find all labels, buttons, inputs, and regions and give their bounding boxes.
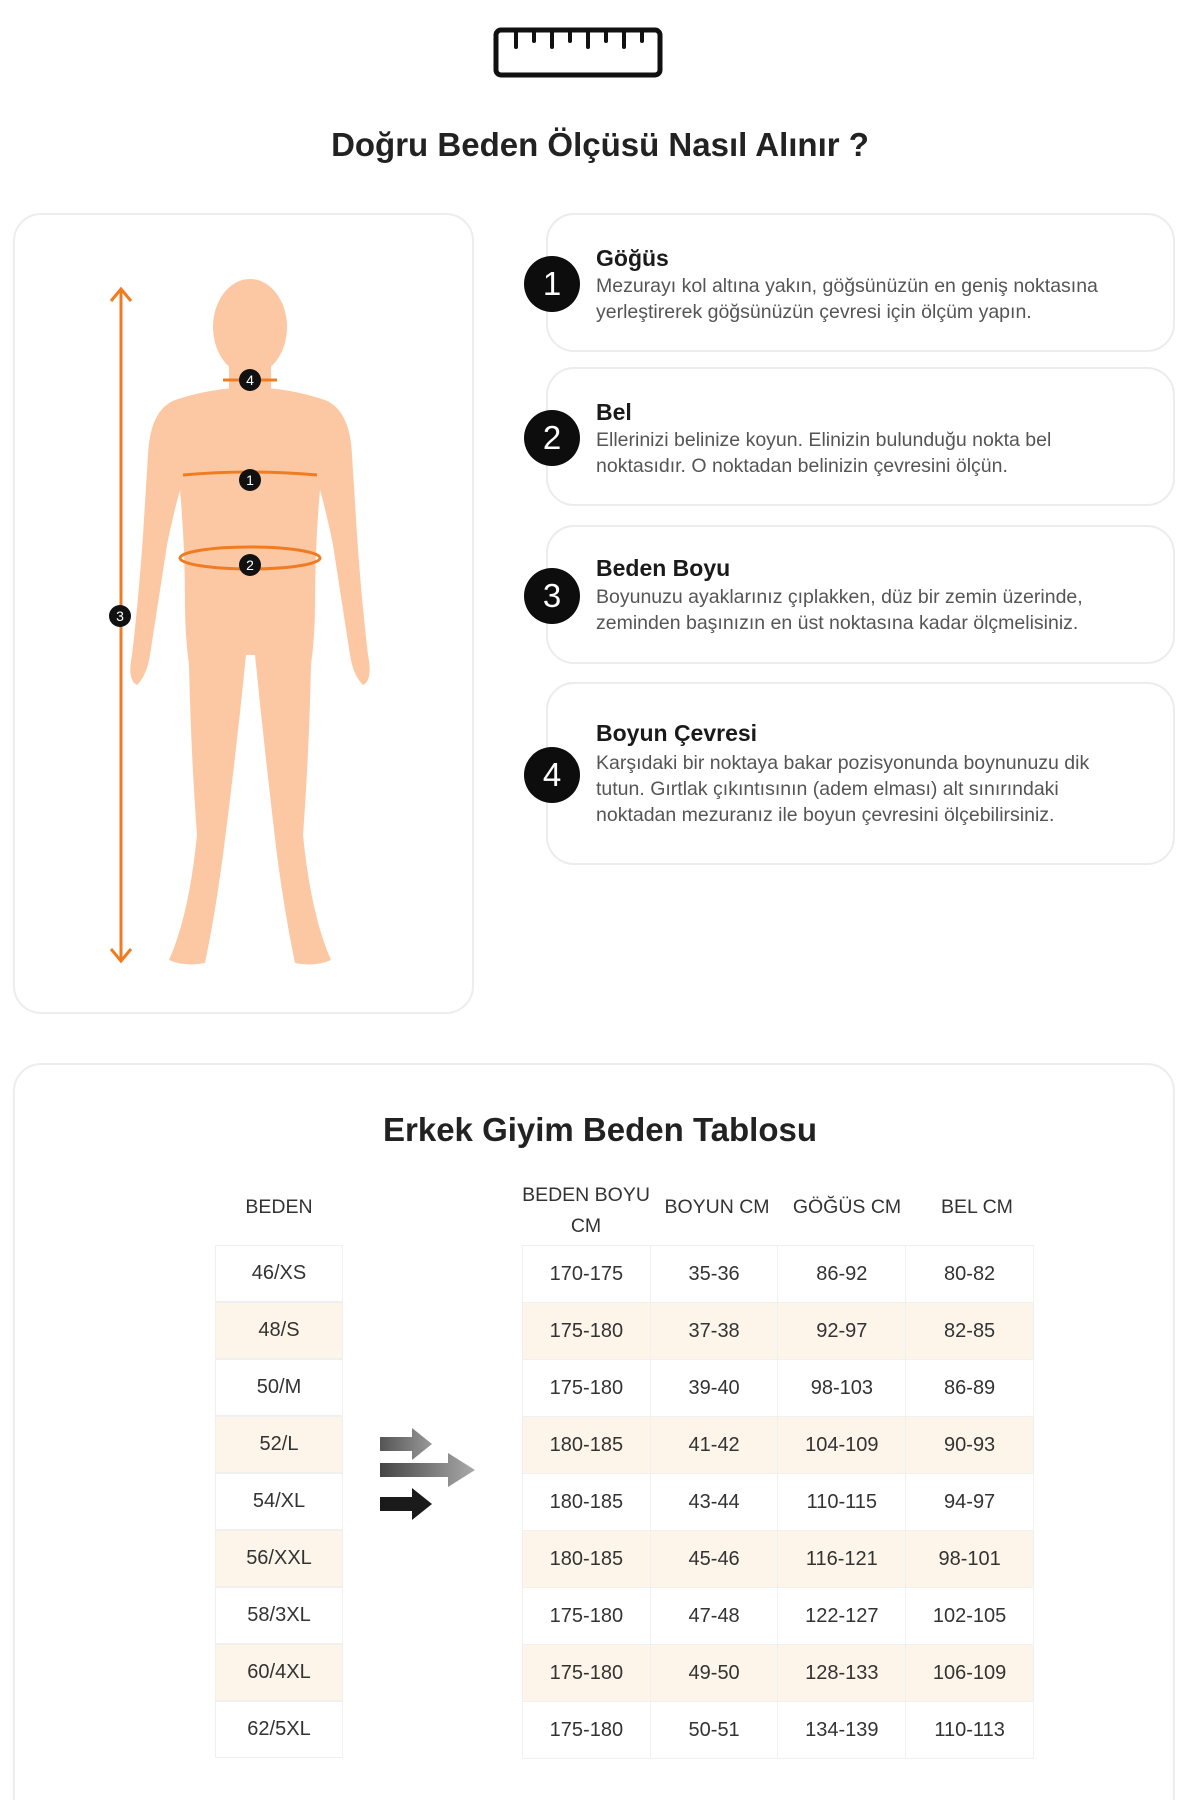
table-row — [523, 1531, 1034, 1588]
size-column — [215, 1245, 343, 1758]
height-cell: 175-180 — [523, 1645, 651, 1702]
waist-cell: 98-101 — [906, 1531, 1034, 1588]
table-row — [523, 1417, 1034, 1474]
neck-cell: 37-38 — [650, 1303, 778, 1360]
marker-height — [109, 605, 131, 627]
size-cell: 56/XXL — [215, 1530, 343, 1587]
step-description: Boyunuzu ayaklarınız çıplakken, düz bir zemin üzerinde, zeminden başınızın en üst noktasına kadar ölçmelisiniz. — [596, 586, 1083, 634]
height-cell: 170-175 — [523, 1246, 651, 1303]
svg-text:3: 3 — [116, 608, 124, 624]
height-cell: 180-185 — [523, 1531, 651, 1588]
svg-text:2: 2 — [246, 557, 254, 573]
step-card-chest — [542, 213, 1175, 352]
table-row — [523, 1645, 1034, 1702]
step-card-neck — [542, 682, 1175, 865]
body-figure-card — [13, 213, 474, 1014]
step-title: Bel — [596, 399, 632, 425]
chest-cell: 98-103 — [778, 1360, 906, 1417]
neck-cell: 39-40 — [650, 1360, 778, 1417]
size-table-title: Erkek Giyim Beden Tablosu — [382, 1111, 818, 1148]
waist-cell: 90-93 — [906, 1417, 1034, 1474]
neck-cell: 41-42 — [650, 1417, 778, 1474]
header-chest: GÖĞÜS CM — [792, 1196, 902, 1218]
svg-text:1: 1 — [246, 472, 254, 488]
step-card-height — [542, 525, 1175, 664]
waist-cell: 94-97 — [906, 1474, 1034, 1531]
step-card-waist — [542, 367, 1175, 506]
size-cell: 60/4XL — [215, 1644, 343, 1701]
height-cell: 180-185 — [523, 1474, 651, 1531]
marker-waist — [239, 554, 261, 576]
height-cell: 175-180 — [523, 1702, 651, 1759]
chest-cell: 110-115 — [778, 1474, 906, 1531]
waist-cell: 82-85 — [906, 1303, 1034, 1360]
step-description: Karşıdaki bir noktaya bakar pozisyonunda boynunuzu dik tutun. Gırtlak çıkıntısının (adem elması) alt sınırındaki noktadan mezuranız ile boyun çevresini ölçebilirsiniz. — [596, 752, 1090, 826]
chest-cell: 116-121 — [778, 1531, 906, 1588]
chest-cell: 128-133 — [778, 1645, 906, 1702]
neck-cell: 45-46 — [650, 1531, 778, 1588]
step-number-badge: 2 — [524, 410, 580, 466]
step-description: Ellerinizi belinize koyun. Elinizin bulunduğu nokta bel noktasıdır. O noktadan belinizin çevresini ölçün. — [596, 429, 1052, 477]
size-cell: 58/3XL — [215, 1587, 343, 1644]
step-description: Mezurayı kol altına yakın, göğsünüzün en geniş noktasına yerleştirerek göğsünüzün çevresi için ölçüm yapın. — [596, 275, 1098, 323]
height-cell: 175-180 — [523, 1303, 651, 1360]
svg-text:4: 4 — [246, 372, 254, 388]
table-row — [523, 1360, 1034, 1417]
neck-cell: 50-51 — [650, 1702, 778, 1759]
size-cell: 48/S — [215, 1302, 343, 1359]
chest-cell: 92-97 — [778, 1303, 906, 1360]
size-cell: 52/L — [215, 1416, 343, 1473]
arrows-icon — [380, 1428, 480, 1528]
step-title: Göğüs — [596, 245, 669, 271]
waist-cell: 102-105 — [906, 1588, 1034, 1645]
page-title: Doğru Beden Ölçüsü Nasıl Alınır ? — [331, 126, 869, 163]
size-data-table — [522, 1245, 1034, 1759]
waist-cell: 80-82 — [906, 1246, 1034, 1303]
chest-cell: 134-139 — [778, 1702, 906, 1759]
neck-cell: 47-48 — [650, 1588, 778, 1645]
table-row — [523, 1246, 1034, 1303]
ruler-icon — [493, 27, 663, 78]
step-number-badge: 3 — [524, 568, 580, 624]
waist-cell: 110-113 — [906, 1702, 1034, 1759]
step-number-badge: 4 — [524, 747, 580, 803]
chest-cell: 104-109 — [778, 1417, 906, 1474]
header-neck: BOYUN CM — [664, 1196, 770, 1218]
size-cell: 54/XL — [215, 1473, 343, 1530]
size-cell: 62/5XL — [215, 1701, 343, 1758]
waist-cell: 86-89 — [906, 1360, 1034, 1417]
step-title: Beden Boyu — [596, 555, 731, 581]
neck-cell: 49-50 — [650, 1645, 778, 1702]
size-cell: 50/M — [215, 1359, 343, 1416]
height-cell: 180-185 — [523, 1417, 651, 1474]
step-number-badge: 1 — [524, 256, 580, 312]
marker-chest — [239, 469, 261, 491]
height-cell: 175-180 — [523, 1360, 651, 1417]
waist-cell: 106-109 — [906, 1645, 1034, 1702]
size-cell: 46/XS — [215, 1245, 343, 1302]
header-size: BEDEN — [245, 1196, 313, 1218]
chest-cell: 122-127 — [778, 1588, 906, 1645]
table-row — [523, 1588, 1034, 1645]
chest-cell: 86-92 — [778, 1246, 906, 1303]
body-figure — [15, 215, 476, 1016]
height-cell: 175-180 — [523, 1588, 651, 1645]
neck-cell: 43-44 — [650, 1474, 778, 1531]
header-waist: BEL CM — [941, 1196, 1013, 1218]
table-row — [523, 1303, 1034, 1360]
table-row — [523, 1474, 1034, 1531]
table-row — [523, 1702, 1034, 1759]
marker-neck — [239, 369, 261, 391]
neck-cell: 35-36 — [650, 1246, 778, 1303]
step-title: Boyun Çevresi — [596, 720, 758, 746]
header-height: BEDEN BOYU CM — [522, 1184, 650, 1237]
